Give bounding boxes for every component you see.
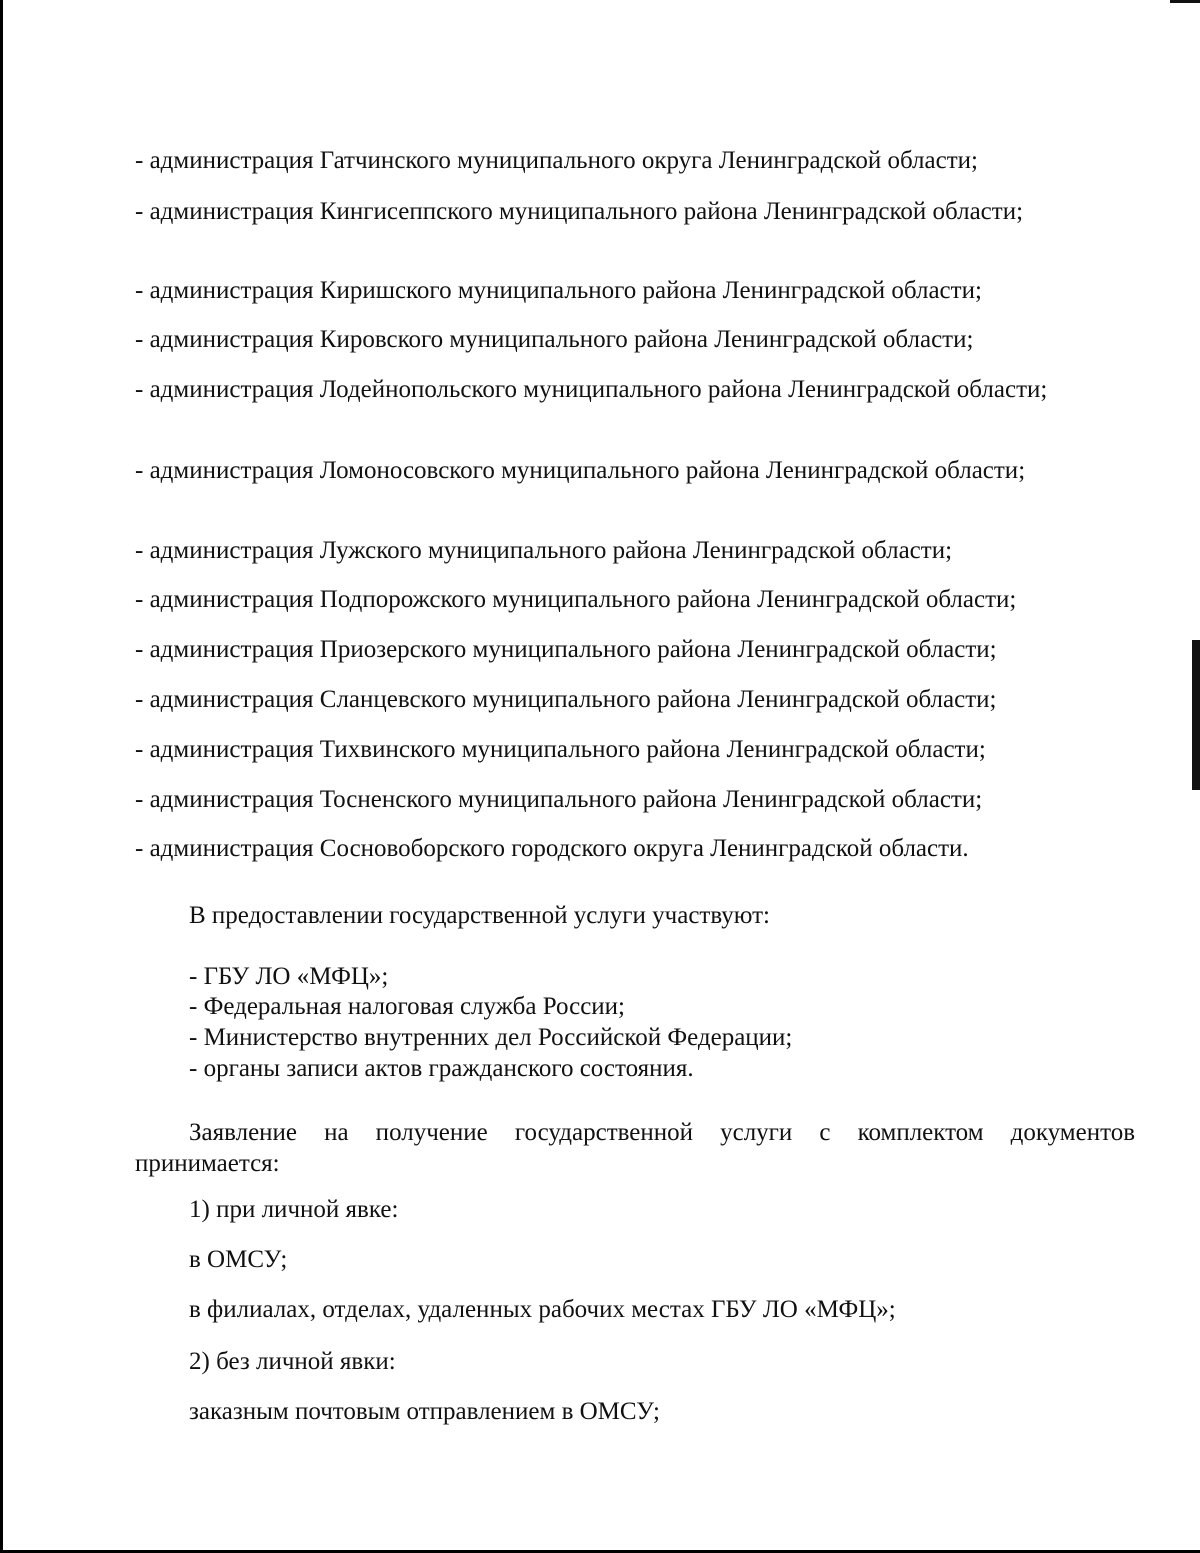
participant-item: - органы записи актов гражданского состояния. <box>189 1055 694 1082</box>
admin-list-item: - администрация Киришского муниципального района Ленинградской области; <box>135 277 982 304</box>
scan-artifact-top <box>1170 0 1200 3</box>
admin-list-item: - администрация Сосновоборского городского округа Ленинградской области. <box>135 835 969 862</box>
personal-item: в ОМСУ; <box>189 1246 288 1273</box>
personal-heading: 1) при личной явке: <box>189 1196 399 1223</box>
admin-list-item: - администрация Сланцевского муниципального района Ленинградской области; <box>135 686 997 713</box>
admin-list-item: - администрация Кингисеппского муниципального района Ленинградской области; <box>135 198 1024 225</box>
admin-list-item: - администрация Приозерского муниципального района Ленинградской области; <box>135 636 997 663</box>
participant-item: - Федеральная налоговая служба России; <box>189 993 625 1020</box>
admin-list-item: - администрация Гатчинского муниципального округа Ленинградской области; <box>135 147 978 174</box>
participant-item: - Министерство внутренних дел Российской Федерации; <box>189 1024 793 1051</box>
admin-list-item: - администрация Тихвинского муниципального района Ленинградской области; <box>135 736 986 763</box>
remote-item: заказным почтовым отправлением в ОМСУ; <box>189 1398 660 1425</box>
scan-artifact-right <box>1192 640 1200 790</box>
admin-list-item: - администрация Лодейнопольского муниципального района Ленинградской области; <box>135 376 1048 403</box>
admin-list-item: - администрация Кировского муниципального района Ленинградской области; <box>135 326 974 353</box>
admin-list-item: - администрация Ломоносовского муниципального района Ленинградской области; <box>135 457 1026 484</box>
admin-list-item: - администрация Подпорожского муниципального района Ленинградской области; <box>135 586 1017 613</box>
personal-item: в филиалах, отделах, удаленных рабочих местах ГБУ ЛО «МФЦ»; <box>189 1296 896 1323</box>
admin-list-item: - администрация Лужского муниципального района Ленинградской области; <box>135 537 953 564</box>
remote-heading: 2) без личной явки: <box>189 1348 396 1375</box>
application-paragraph: Заявление на получение государственной услуги с комплектом документов принимается: <box>135 1119 1135 1177</box>
admin-list-item: - администрация Тосненского муниципального района Ленинградской области; <box>135 786 983 813</box>
participants-intro: В предоставлении государственной услуги участвуют: <box>189 902 771 929</box>
participant-item: - ГБУ ЛО «МФЦ»; <box>189 963 389 990</box>
scan-border-left <box>0 0 3 1553</box>
